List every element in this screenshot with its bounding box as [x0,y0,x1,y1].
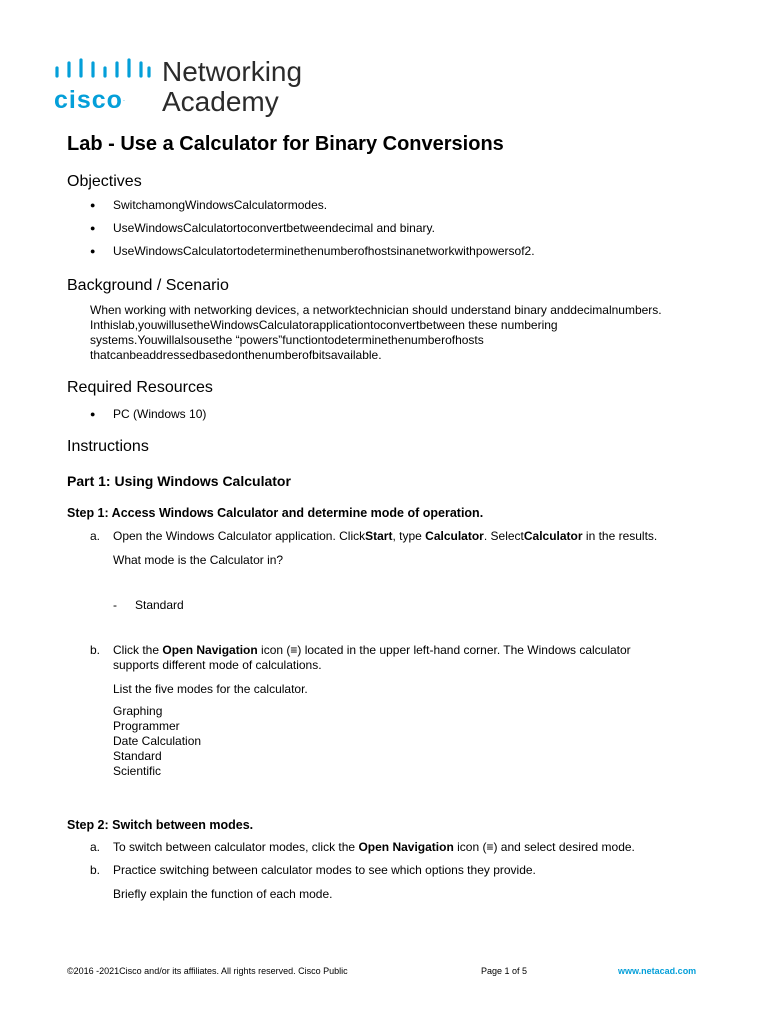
background-line: Inthislab,youwillusetheWindowsCalculatorapplicationtoconvertbetween these numbering [90,318,558,332]
mode-item: Date Calculation [113,734,202,748]
step1-a-text: Open the Windows Calculator application. ClickStart, type Calculator. SelectCalculator in the results. [113,529,658,543]
step1-b-text-line2: supports different mode of calculations. [113,658,322,672]
step1-heading: Step 1: Access Windows Calculator and determine mode of operation. [67,506,484,520]
step2-a-label: a. [90,840,101,854]
step2-b-label: b. [90,863,101,877]
mode-item: Scientific [113,764,162,778]
cisco-bars-icon [54,58,152,82]
instructions-heading: Instructions [67,438,149,455]
step1-a-label: a. [90,529,101,543]
step1-b-label: b. [90,643,101,657]
step2-prompt: Briefly explain the function of each mode. [113,887,333,901]
footer-copyright: ©2016 -2021Cisco and/or its affiliates. All rights reserved. Cisco Public [67,966,348,976]
part1-heading: Part 1: Using Windows Calculator [67,473,291,489]
answer-dash: - [113,598,117,612]
logo-networking: Networking [162,56,303,87]
resources-heading: Required Resources [67,379,213,396]
step2-b-text: Practice switching between calculator modes to see which options they provide. [113,863,536,877]
background-line: systems.Youwillalsousethe “powers”functiontodeterminethenumberofhosts [90,333,484,347]
objective-item: UseWindowsCalculatortodeterminethenumberofhostsinanetworkwithpowersof2. [113,244,535,258]
footer-link[interactable]: www.netacad.com [618,966,697,976]
footer-page-number: Page 1 of 5 [481,966,528,976]
step1-answer: Standard [135,598,184,612]
background-line: thatcanbeaddressedbasedonthenumberofbitsavailable. [90,348,382,362]
objective-item: UseWindowsCalculatortoconvertbetweendecimal and binary. [113,221,435,235]
resource-item: PC (Windows 10) [113,407,207,421]
objectives-heading: Objectives [67,173,142,190]
step1-b-text: Click the Open Navigation icon (≡) located in the upper left-hand corner. The Windows calculator [113,643,631,657]
mode-item: Standard [113,749,162,763]
step2-heading: Step 2: Switch between modes. [67,818,254,832]
background-heading: Background / Scenario [67,277,229,294]
page-title: Lab - Use a Calculator for Binary Conversions [67,133,504,155]
step1-question: What mode is the Calculator in? [113,553,284,567]
modes-prompt: List the five modes for the calculator. [113,682,308,696]
background-line: When working with networking devices, a networktechnician should understand binary anddecimalnumbers. [90,303,662,317]
bullet-icon: ● [90,223,96,233]
bullet-icon: ● [90,246,96,256]
bullet-icon: ● [90,409,96,419]
cisco-wordmark: cisco. [54,86,126,114]
bullet-icon: ● [90,200,96,210]
logo-academy: Academy [162,86,279,117]
mode-item: Programmer [113,719,180,733]
mode-item: Graphing [113,704,163,718]
objective-item: SwitchamongWindowsCalculatormodes. [113,198,328,212]
step2-a-text: To switch between calculator modes, click the Open Navigation icon (≡) and select desired mode. [113,840,635,854]
